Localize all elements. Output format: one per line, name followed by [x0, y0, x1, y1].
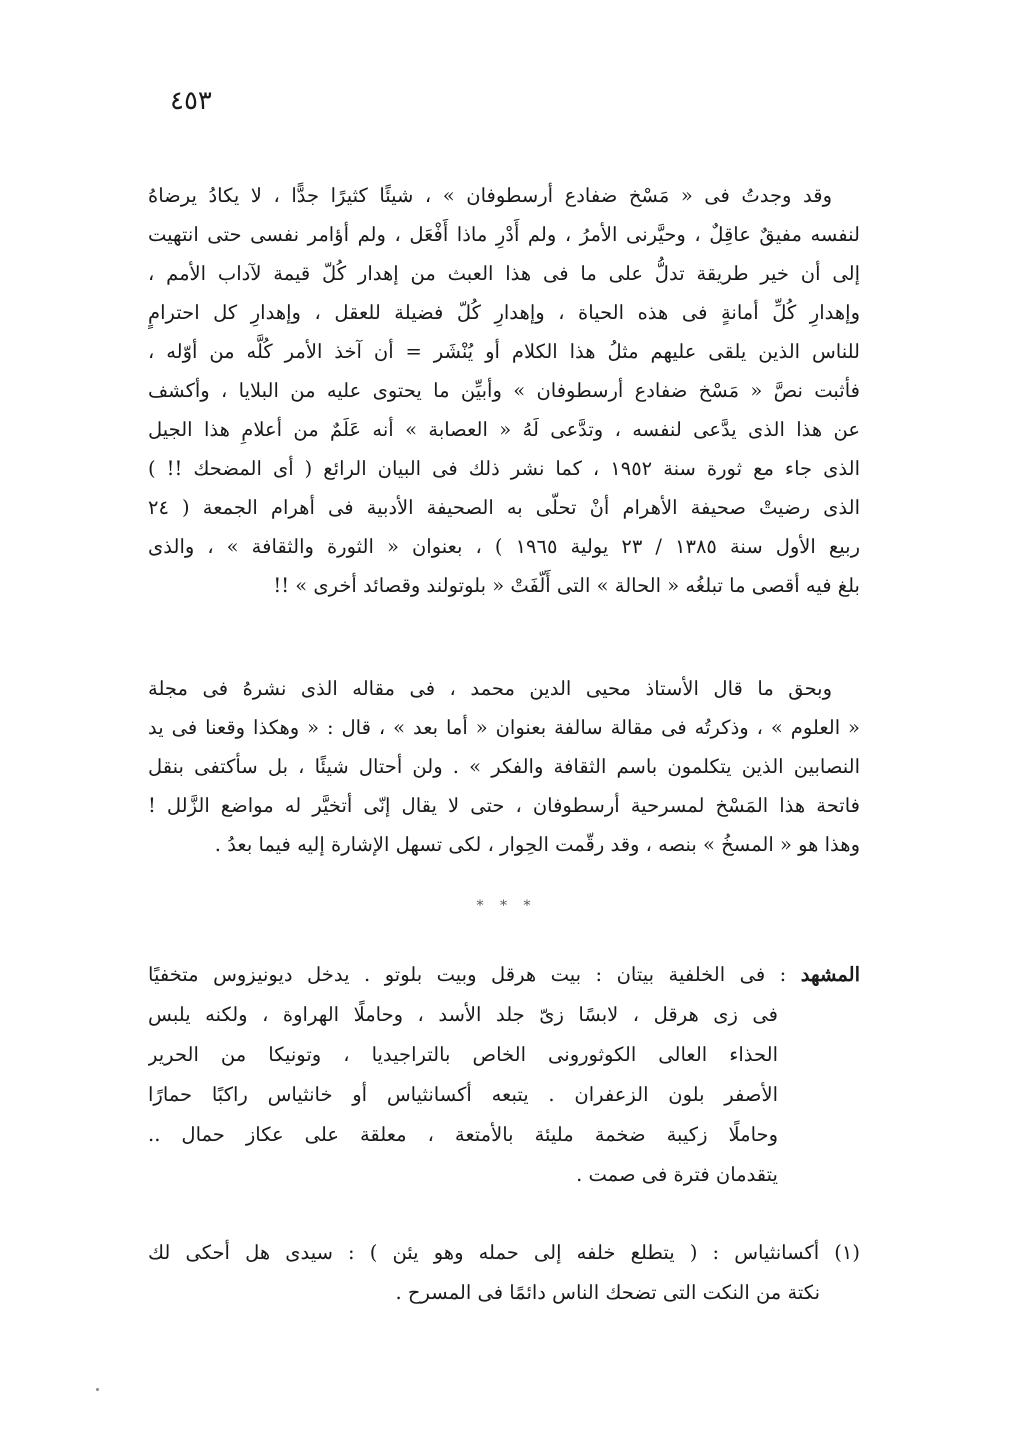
scene-line: فى زى هرقل ، لابسًا زىّ جلد الأسد ، وحاملًا الهراوة ، ولكنه يلبس	[148, 1003, 778, 1026]
scene-line: الحذاء العالى الكوثورونى الخاص بالتراجيديا ، وتونيكا من الحرير	[148, 1043, 778, 1066]
paragraph-line: الذى جاء مع ثورة سنة ١٩٥٢ ، كما نشر ذلك فى البيان الرائع ( أى المضحك !! )	[148, 457, 860, 480]
paragraph-2	[148, 669, 860, 864]
paragraph-line: الذى رضيتْ صحيفة الأهرام أنْ تحلّى به الصحيفة الأدبية فى أهرام الجمعة ( ٢٤	[148, 496, 860, 519]
scene-label: المشهد	[800, 963, 860, 986]
paragraph-line: ربيع الأول سنة ١٣٨٥ / ٢٣ يولية ١٩٦٥ ) ، بعنوان « الثورة والثقافة » ، والذى	[148, 535, 860, 558]
paragraph-line: إلى أن خير طريقة تدلُّ على ما فى هذا العبث من إهدار كُلّ قيمة لآداب الأمم ،	[148, 262, 860, 285]
scan-speck	[96, 1388, 99, 1391]
paragraph-line: فاتحة هذا المَسْخ لمسرحية أرسطوفان ، حتى لا يقال إنّى أتخيَّر له مواضع الزَّلل !	[148, 794, 860, 817]
paragraph-line: عن هذا الذى يدَّعى لنفسه ، وتدَّعى لَهُ « العصابة » أنه عَلَمٌ من أعلامِ هذا الجيل	[148, 418, 860, 441]
scene-line: وحاملًا زكيبة ضخمة مليئة بالأمتعة ، معلقة على عكاز حمال ..	[148, 1123, 778, 1146]
paragraph-line: « العلوم » ، وذكرتُه فى مقالة سالفة بعنوان « أما بعد » ، قال : « وهكذا وقعنا فى يد	[148, 716, 860, 739]
paragraph-1	[148, 176, 860, 605]
scene-line: الأصفر بلون الزعفران . يتبعه أكسانثياس أو خانثياس راكبًا حمارًا	[148, 1083, 778, 1106]
paragraph-line: وإهدارِ كُلِّ أمانةٍ فى هذه الحياة ، وإهدارِ كُلّ فضيلة للعقل ، وإهدارِ كل احترامٍ	[148, 301, 860, 324]
paragraph-line: بلغ فيه أقصى ما تبلغُه « الحالة » التى أَلّفَتْ « بلوتولند وقصائد أخرى » !!	[273, 574, 860, 597]
dialogue-1	[148, 1233, 860, 1313]
paragraph-line: وقد وجدتُ فى « مَسْخ ضفادع أرسطوفان » ، شيئًا كثيرًا جدًّا ، لا يكادُ يرضاهُ	[148, 184, 832, 207]
dialogue-line: نكتة من النكت التى تضحك الناس دائمًا فى المسرح .	[395, 1281, 820, 1304]
scene-first-line-text: : فى الخلفية بيتان : بيت هرقل وبيت بلوتو . يدخل ديونيزوس متخفيًا	[148, 963, 787, 986]
scene-line: يتقدمان فترة فى صمت .	[576, 1163, 778, 1186]
scene-first-line	[148, 955, 860, 995]
paragraph-line: وهذا هو « المسخُ » بنصه ، وقد رقّمت الحِوار ، لكى تسهل الإشارة إليه فيما بعدُ .	[214, 833, 860, 856]
paragraph-line: للناس الذين يلقى عليهم مثلُ هذا الكلام أو يُنْشَر = أن آخذ الأمر كُلَّه من أوّله ،	[148, 340, 860, 363]
dialogue-line: (١) أكسانثياس : ( يتطلع خلفه إلى حمله وهو يئن ) : سيدى هل أحكى لك	[148, 1241, 860, 1264]
paragraph-line: فأثبت نصَّ « مَسْخ ضفادع أرسطوفان » وأبيِّن ما يحتوى عليه من البلايا ، وأكشف	[148, 379, 860, 402]
page-number: ٤٥٣	[170, 86, 212, 116]
section-separator: * * *	[476, 898, 537, 914]
scene-description	[148, 955, 860, 1195]
paragraph-line: لنفسه مفيقٌ عاقِلٌ ، وحيَّرنى الأمرُ ، ولم أَدْرِ ماذا أَفْعَل ، ولم أؤامر نفسى حتى انتهيت	[148, 223, 860, 246]
paragraph-line: وبحق ما قال الأستاذ محيى الدين محمد ، فى مقاله الذى نشرهُ فى مجلة	[148, 677, 832, 700]
paragraph-line: النصابين الذين يتكلمون باسم الثقافة والفكر » . ولن أحتال شيئًا ، بل سأكتفى بنقل	[148, 755, 860, 778]
